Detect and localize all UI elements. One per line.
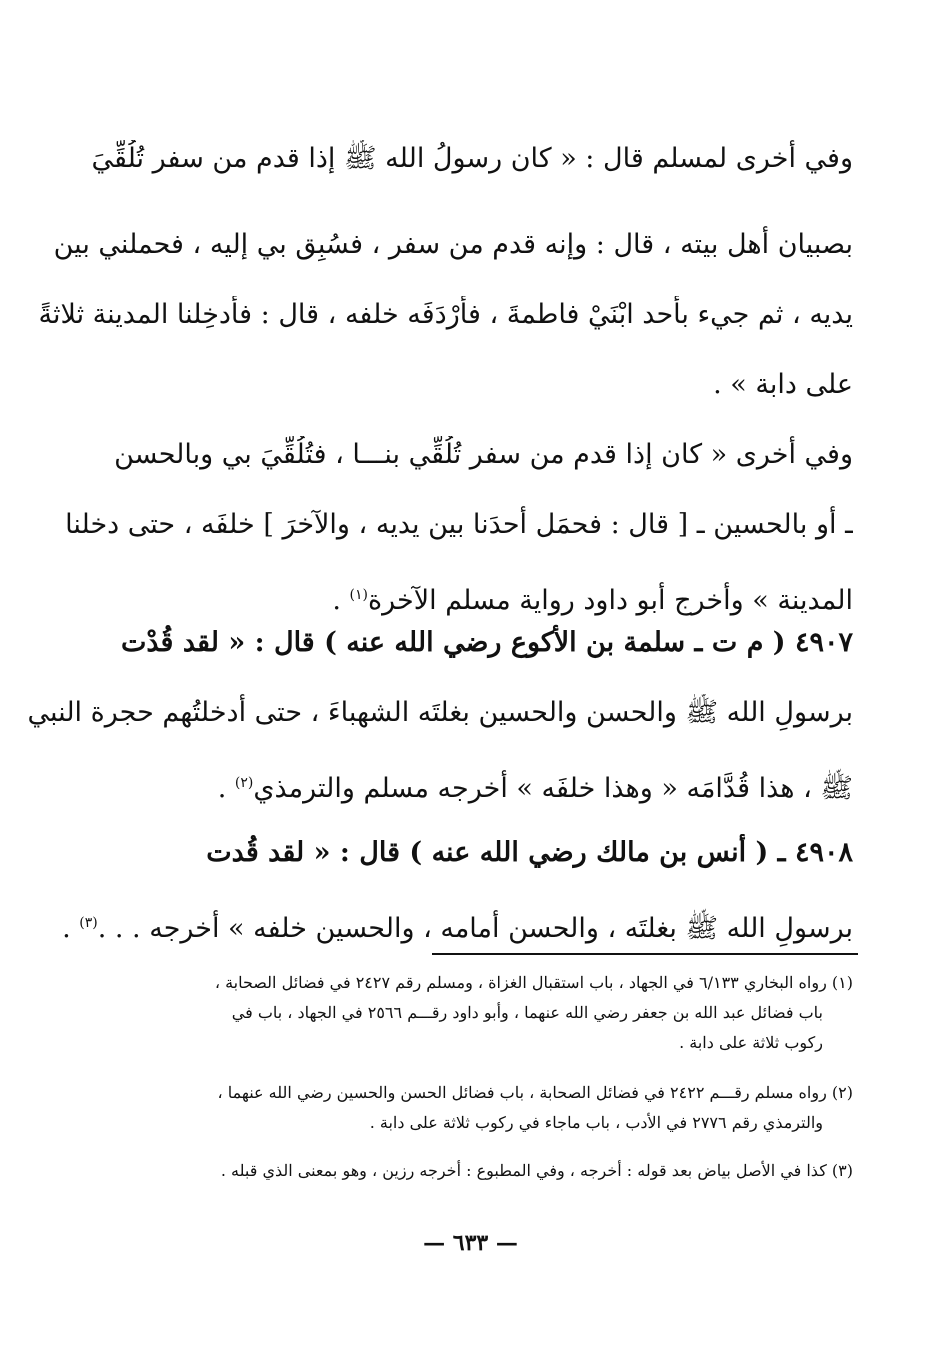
text-line: وفي أخرى « كان إذا قدم من سفر تُلُقِّي بنـــا ، فتُلُقِّيَ بي وبالحسن [114,439,853,470]
text-line [218,764,853,808]
text-line: ـ أو بالحسين ـ [ قال : فحمَل أحدَنا بين يديه ، والآخرَ ] خلفَه ، حتى دخلنا [65,509,853,540]
footnote-ref: (١) [349,587,368,603]
text-line: على دابة » . [713,369,853,400]
footnote-divider [432,953,858,955]
text-line: وفي أخرى لمسلم قال : « كان رسولُ الله ﷺ إذا قدم من سفر تُلُقِّيَ [91,143,853,174]
hadith-4908-line: ٤٩٠٨ ـ ( أنس بن مالك رضي الله عنه ) قال : « لقد قُدت [206,837,853,868]
hadith-4907-line: ٤٩٠٧ ( م ت ـ سلمة بن الأكوع رضي الله عنه ) قال : « لقد قُدْت [120,627,853,658]
text-line [332,576,853,620]
page-number: — ٦٣٣ — [423,1230,518,1256]
footnote-ref: (٢) [234,775,254,791]
footnote-2: (٢) رواه مسلم رقـــم ٢٤٢٢ في فضائل الصحابة ، باب فضائل الحسن والحسين رضي الله عنهما ، [217,1083,853,1102]
line-end: . [332,585,350,616]
footnote-3: (٣) كذا في الأصل بياض بعد قوله : أخرجه ، وفي المطبوع : أخرجه رزين ، وهو بمعنى الذي قبله . [220,1161,853,1180]
footnote-2-cont: والترمذي رقم ٢٧٧٦ في الأدب ، باب ماجاء في ركوب ثلاثة على دابة . [369,1113,823,1132]
footnote-1-cont: ركوب ثلاثة على دابة . [679,1033,823,1052]
footnote-ref: (٣) [79,915,98,931]
line-text: برسولِ الله ﷺ بغلتَه ، والحسن أمامه ، والحسين خلفه » أخرجه . . . [97,913,853,944]
line-end: . [217,773,235,804]
text-line [62,904,853,948]
line-end: . [62,913,80,944]
footnote-1: (١) رواه البخاري ٦/١٣٣ في الجهاد ، باب استقبال الغزاة ، ومسلم رقم ٢٤٢٧ في فضائل الصحابة ، [214,973,853,992]
text-line: بصبيان أهل بيته ، قال : وإنه قدم من سفر ، فسُبِق بي إليه ، فحملني بين [53,229,853,260]
text-line: يديه ، ثم جيء بأحد ابْنَيْ فاطمةَ ، فأرْدَفَه خلفه ، قال : فأُدخِلنا المدينة ثلاثةً [38,299,853,330]
line-text: ﷺ ، هذا قُدَّامَه « وهذا خلفَه » أخرجه مسلم والترمذي [253,773,853,804]
footnote-1-cont: باب فضائل عبد الله بن جعفر رضي الله عنهما ، وأبو داود رقـــم ٢٥٦٦ في الجهاد ، باب في [231,1003,823,1022]
line-text: المدينة » وأخرج أبو داود رواية مسلم الآخرة [367,585,853,616]
text-line: برسولِ الله ﷺ والحسن والحسين بغلتَه الشهباءَ ، حتى أدخلتُهم حجرة النبي [27,697,853,728]
